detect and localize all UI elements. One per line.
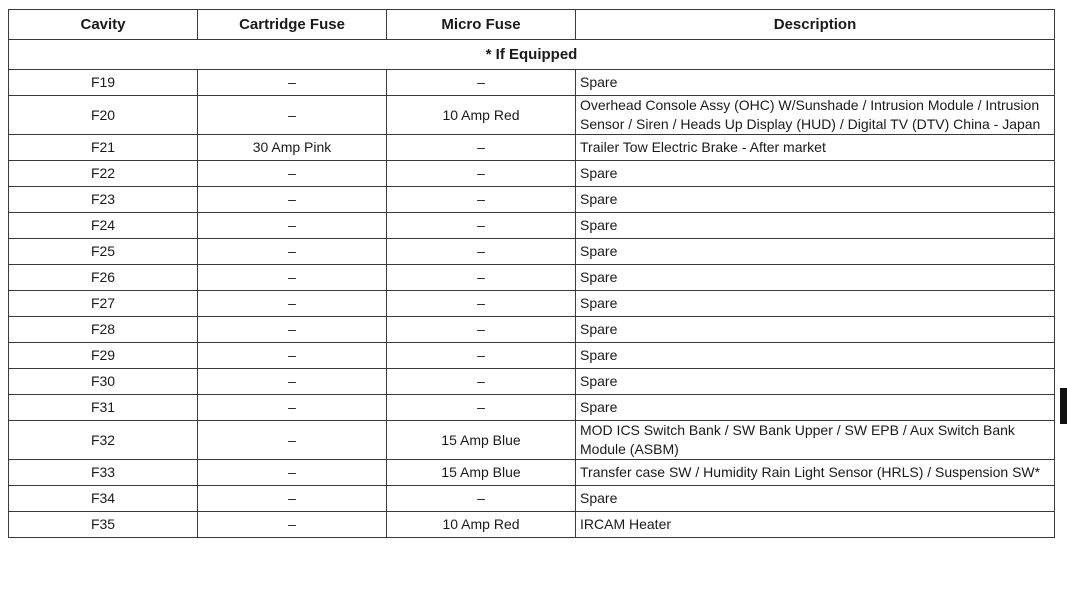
description-cell: Spare	[576, 239, 1055, 265]
cavity-cell: F30	[9, 369, 198, 395]
cartridge-fuse-cell: –	[198, 369, 387, 395]
header-cartridge-fuse: Cartridge Fuse	[198, 10, 387, 40]
description-cell: Spare	[576, 317, 1055, 343]
table-row	[9, 265, 1055, 291]
table-row	[9, 317, 1055, 343]
cartridge-fuse-cell: –	[198, 70, 387, 96]
description-cell: Overhead Console Assy (OHC) W/Sunshade / Intrusion Module / Intrusion Sensor / Siren / Heads Up Display (HUD) / Digital TV (DTV) China - Japan	[576, 96, 1055, 135]
micro-fuse-cell: –	[387, 265, 576, 291]
description-cell: Spare	[576, 70, 1055, 96]
cartridge-fuse-cell: –	[198, 421, 387, 460]
micro-fuse-cell: –	[387, 135, 576, 161]
cavity-cell: F27	[9, 291, 198, 317]
description-cell: Spare	[576, 187, 1055, 213]
description-cell: Spare	[576, 265, 1055, 291]
cartridge-fuse-cell: 30 Amp Pink	[198, 135, 387, 161]
micro-fuse-cell: 15 Amp Blue	[387, 421, 576, 460]
header-micro-fuse: Micro Fuse	[387, 10, 576, 40]
description-cell: Spare	[576, 343, 1055, 369]
table-row	[9, 369, 1055, 395]
cartridge-fuse-cell: –	[198, 486, 387, 512]
micro-fuse-cell: –	[387, 213, 576, 239]
cavity-cell: F32	[9, 421, 198, 460]
micro-fuse-cell: –	[387, 161, 576, 187]
description-cell: Spare	[576, 291, 1055, 317]
description-cell: Trailer Tow Electric Brake - After market	[576, 135, 1055, 161]
cartridge-fuse-cell: –	[198, 395, 387, 421]
cartridge-fuse-cell: –	[198, 265, 387, 291]
cartridge-fuse-cell: –	[198, 317, 387, 343]
description-cell: Spare	[576, 395, 1055, 421]
cartridge-fuse-cell: –	[198, 187, 387, 213]
micro-fuse-cell: –	[387, 291, 576, 317]
table-row	[9, 187, 1055, 213]
description-cell: Transfer case SW / Humidity Rain Light Sensor (HRLS) / Suspension SW*	[576, 460, 1055, 486]
cavity-cell: F21	[9, 135, 198, 161]
micro-fuse-cell: –	[387, 395, 576, 421]
table-row	[9, 96, 1055, 135]
micro-fuse-cell: 15 Amp Blue	[387, 460, 576, 486]
micro-fuse-cell: –	[387, 369, 576, 395]
table-row	[9, 70, 1055, 96]
cavity-cell: F23	[9, 187, 198, 213]
cartridge-fuse-cell: –	[198, 460, 387, 486]
cavity-cell: F24	[9, 213, 198, 239]
note-row	[9, 40, 1055, 70]
cartridge-fuse-cell: –	[198, 291, 387, 317]
cartridge-fuse-cell: –	[198, 96, 387, 135]
table-row	[9, 135, 1055, 161]
header-cavity: Cavity	[9, 10, 198, 40]
micro-fuse-cell: –	[387, 70, 576, 96]
description-cell: Spare	[576, 486, 1055, 512]
cavity-cell: F22	[9, 161, 198, 187]
cavity-cell: F25	[9, 239, 198, 265]
table-row	[9, 395, 1055, 421]
description-cell: IRCAM Heater	[576, 512, 1055, 538]
micro-fuse-cell: 10 Amp Red	[387, 512, 576, 538]
table-row	[9, 343, 1055, 369]
description-cell: Spare	[576, 369, 1055, 395]
cartridge-fuse-cell: –	[198, 343, 387, 369]
description-cell: Spare	[576, 161, 1055, 187]
header-description: Description	[576, 10, 1055, 40]
micro-fuse-cell: –	[387, 486, 576, 512]
table-row	[9, 460, 1055, 486]
table-row	[9, 161, 1055, 187]
cavity-cell: F26	[9, 265, 198, 291]
cavity-cell: F35	[9, 512, 198, 538]
cavity-cell: F20	[9, 96, 198, 135]
cavity-cell: F28	[9, 317, 198, 343]
cartridge-fuse-cell: –	[198, 512, 387, 538]
micro-fuse-cell: –	[387, 343, 576, 369]
micro-fuse-cell: –	[387, 317, 576, 343]
micro-fuse-cell: 10 Amp Red	[387, 96, 576, 135]
table-row	[9, 421, 1055, 460]
page-edge-tab	[1060, 388, 1067, 424]
table-header-row	[9, 10, 1055, 40]
cavity-cell: F31	[9, 395, 198, 421]
cartridge-fuse-cell: –	[198, 213, 387, 239]
fuse-table	[8, 9, 1055, 538]
cartridge-fuse-cell: –	[198, 239, 387, 265]
cavity-cell: F34	[9, 486, 198, 512]
table-row	[9, 291, 1055, 317]
micro-fuse-cell: –	[387, 239, 576, 265]
cavity-cell: F33	[9, 460, 198, 486]
description-cell: MOD ICS Switch Bank / SW Bank Upper / SW EPB / Aux Switch Bank Module (ASBM)	[576, 421, 1055, 460]
table-row	[9, 512, 1055, 538]
cavity-cell: F29	[9, 343, 198, 369]
micro-fuse-cell: –	[387, 187, 576, 213]
cavity-cell: F19	[9, 70, 198, 96]
table-row	[9, 486, 1055, 512]
description-cell: Spare	[576, 213, 1055, 239]
if-equipped-note: * If Equipped	[9, 40, 1055, 70]
table-row	[9, 239, 1055, 265]
table-row	[9, 213, 1055, 239]
cartridge-fuse-cell: –	[198, 161, 387, 187]
